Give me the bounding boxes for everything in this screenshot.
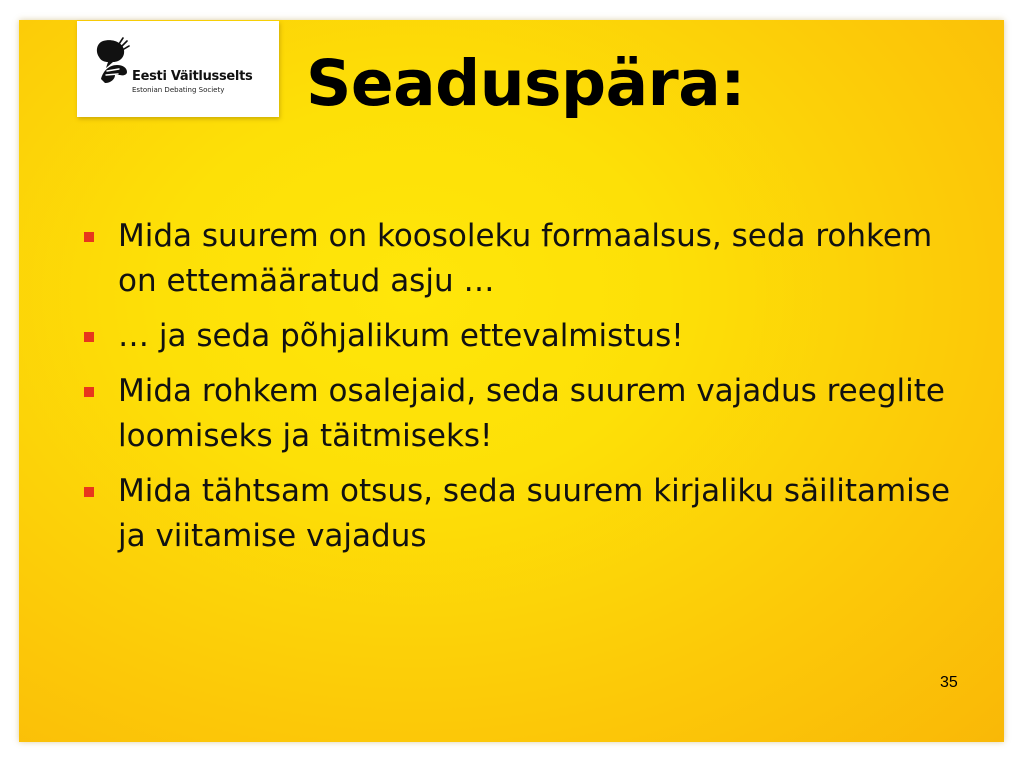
bullet-text: Mida tähtsam otsus, seda suurem kirjaliku säilitamise ja viitamise vajadus: [118, 473, 951, 554]
bullet-item: [80, 214, 960, 304]
bullet-item: [80, 469, 960, 559]
slide-title: Seaduspära:: [306, 47, 745, 120]
bullet-text: … ja seda põhjalikum ettevalmistus!: [118, 318, 684, 354]
bullet-square-icon: [84, 232, 94, 242]
bullet-text: Mida suurem on koosoleku formaalsus, seda rohkem on ettemääratud asju …: [118, 218, 933, 299]
bullet-square-icon: [84, 487, 94, 497]
logo-subtitle: Estonian Debating Society: [132, 86, 225, 94]
bullet-item: [80, 314, 960, 359]
bullet-text: Mida rohkem osalejaid, seda suurem vajadus reeglite loomiseks ja täitmiseks!: [118, 373, 945, 454]
bullet-square-icon: [84, 332, 94, 342]
page-number: 35: [940, 674, 958, 691]
bullet-item: [80, 369, 960, 459]
bullet-square-icon: [84, 387, 94, 397]
logo-name: Eesti Väitlusselts: [132, 69, 253, 84]
logo: [77, 21, 279, 117]
bullet-list: [80, 214, 960, 569]
